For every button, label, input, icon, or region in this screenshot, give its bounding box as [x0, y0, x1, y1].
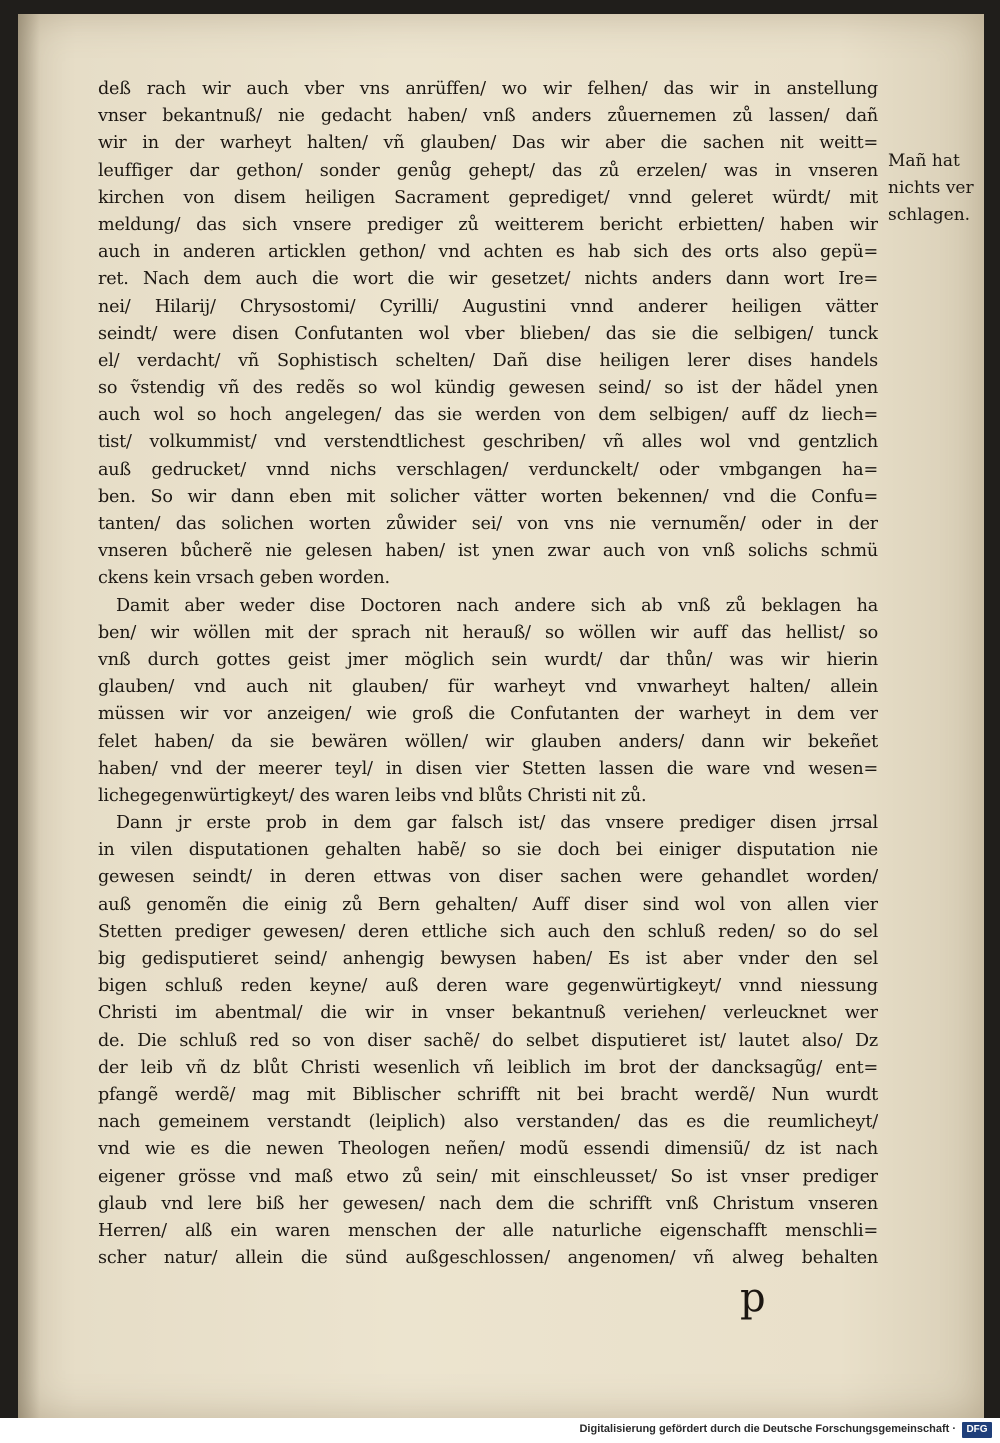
margin-note-line: nichts ver: [888, 178, 974, 198]
footer-bar: [0, 1418, 1000, 1443]
paragraph-end-line: ckens kein vrsach geben worden.: [98, 568, 390, 589]
text-line: auch in anderen articklen gethon/ vnd achten es hab sich des orts also gepü=: [98, 242, 878, 263]
text-line: müssen wir vor anzeigen/ wie groß die Confutanten der warheyt in dem ver: [98, 704, 878, 725]
text-line: nach gemeinem verstandt (leiplich) also verstanden/ das es die reumlicheyt/: [98, 1112, 878, 1133]
text-line: ben. So wir dann eben mit solicher vätter worten bekennen/ vnd die Confu=: [98, 486, 878, 507]
text-line: tist/ volkummist/ vnd verstendtlichest geschriben/ vñ alles wol vnd gentzlich: [98, 432, 878, 453]
text-line: auch wol so hoch angelegen/ das sie werden von dem selbigen/ auff dz liech=: [98, 405, 878, 426]
text-line: vnd wie es die newen Theologen neñen/ modũ essendi dimensiũ/ dz ist nach: [98, 1139, 878, 1160]
text-line: seindt/ were disen Confutanten wol vber blieben/ das sie die selbigen/ tunck: [98, 323, 878, 344]
dfg-logo: DFG: [962, 1422, 992, 1438]
text-line: pfangẽ werdẽ/ mag mit Biblischer schrifft nit bei bracht werdẽ/ Nun wurdt: [98, 1084, 878, 1105]
text-line: big gedisputieret seind/ anhengig bewysen haben/ Es ist aber vnder den sel: [98, 949, 878, 969]
text-line: vnseren bůcherẽ nie gelesen haben/ ist ynen zwar auch von vnß solichs schmü: [98, 541, 878, 562]
funding-credit: Digitalisierung gefördert durch die Deutsche Forschungsgemeinschaft ·: [579, 1423, 956, 1435]
text-line: wir in der warheyt halten/ vñ glauben/ Das wir aber die sachen nit weitt=: [98, 133, 878, 154]
margin-note: [888, 148, 988, 229]
paragraph-start-line: Damit aber weder dise Doctoren nach andere sich ab vnß zů beklagen ha: [116, 595, 878, 616]
text-line: vnser bekantnuß/ nie gedacht haben/ vnß anders zůuernemen zů lassen/ dañ: [98, 106, 878, 127]
text-line: leuffiger dar gethon/ sonder genůg gehept/ das zů erzelen/ was in vnseren: [98, 160, 878, 181]
paragraph-end-line: lichegegenwürtigkeyt/ des waren leibs vnd blůts Christi nit zů.: [98, 785, 647, 806]
text-line: bigen schluß reden keyne/ auß deren ware gegenwürtigkeyt/ vnnd niessung: [98, 976, 878, 997]
text-line: eigener grösse vnd maß etwo zů sein/ mit einschleusset/ So ist vnser prediger: [98, 1166, 878, 1187]
text-line: Herren/ alß ein waren menschen der alle naturliche eigenschafft menschli=: [98, 1220, 878, 1241]
text-line: nei/ Hilarij/ Chrysostomi/ Cyrilli/ Augustini vnnd anderer heiligen vätter: [98, 296, 878, 317]
text-line: ret. Nach dem auch die wort die wir gesetzet/ nichts anders dann wort Ire=: [98, 269, 878, 290]
main-text-block: [98, 76, 878, 1272]
text-line: felet haben/ da sie bewären wöllen/ wir glauben anders/ dann wir bekeñet: [98, 731, 878, 752]
text-line: kirchen von disem heiligen Sacrament geprediget/ vnnd geleret würdt/ mit: [98, 187, 878, 208]
text-line: tanten/ das solichen worten zůwider sei/ von vns nie vernumẽn/ oder in der: [98, 514, 878, 534]
text-line: gewesen seindt/ in deren ettwas von diser sachen were gehandlet worden/: [98, 867, 878, 888]
text-line: glauben/ vnd auch nit glauben/ für warheyt vnd vnwarheyt halten/ allein: [98, 677, 878, 698]
text-line: deß rach wir auch vber vns anrüffen/ wo wir felhen/ das wir in anstellung: [98, 79, 878, 99]
signature-mark: p: [740, 1275, 766, 1321]
text-line: so ṽstendig vñ des redẽs so wol kündig gewesen seind/ so ist der hãdel ynen: [98, 378, 878, 399]
paragraph-start-line: Dann jr erste prob in dem gar falsch ist/ das vnsere prediger disen jrrsal: [116, 813, 878, 834]
text-line: meldung/ das sich vnsere prediger zů weitterem bericht erbietten/ haben wir: [98, 214, 878, 235]
text-line: ben/ wir wöllen mit der sprach nit herauß/ so wöllen wir auff das hellist/ so: [98, 622, 878, 643]
text-line: glaub vnd lere biß her gewesen/ nach dem die schrifft vnß Christum vnseren: [98, 1193, 878, 1214]
text-line: scher natur/ allein die sünd außgeschlossen/ angenomen/ vñ alweg behalten: [98, 1248, 878, 1269]
margin-note-line: schlagen.: [888, 205, 971, 225]
text-line: in vilen disputationen gehalten habẽ/ so sie doch bei einiger disputation nie: [98, 840, 878, 861]
text-line: de. Die schluß red so von diser sachẽ/ do selbet disputieret ist/ lautet also/ Dz: [98, 1030, 878, 1051]
text-line: Christi im abentmal/ die wir in vnser bekantnuß veriehen/ verleucknet wer: [98, 1003, 878, 1024]
margin-note-line: Mañ hat: [888, 151, 960, 171]
book-page: [18, 14, 984, 1418]
text-line: Stetten prediger gewesen/ deren ettliche sich auch den schluß reden/ so do sel: [98, 921, 878, 942]
text-line: auß gedrucket/ vnnd nichs verschlagen/ verdunckelt/ oder vmbgangen ha=: [98, 459, 878, 480]
text-line: auß genomẽn die einig zů Bern gehalten/ Auff diser sind wol von allen vier: [98, 894, 878, 915]
text-line: der leib vñ dz blůt Christi wesenlich vñ leiblich im brot der dancksagũg/ ent=: [98, 1057, 878, 1078]
text-line: haben/ vnd der meerer teyl/ in disen vier Stetten lassen die ware vnd wesen=: [98, 758, 878, 779]
text-line: vnß durch gottes geist jmer möglich sein wurdt/ dar thůn/ was wir hierin: [98, 649, 878, 670]
text-line: el/ verdacht/ vñ Sophistisch schelten/ Dañ dise heiligen lerer dises handels: [98, 350, 878, 371]
